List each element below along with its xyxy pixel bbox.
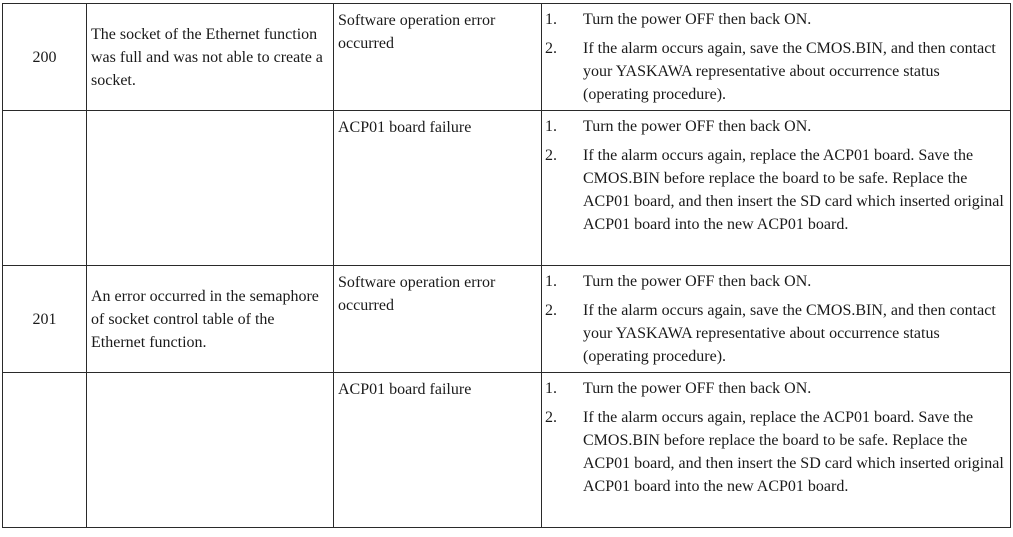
step-number: 2.	[545, 302, 557, 319]
alarm-code: 200	[3, 4, 87, 111]
alarm-meaning	[87, 111, 334, 266]
step-number: 1.	[545, 380, 557, 397]
step-number: 1.	[545, 118, 557, 135]
step-number: 1.	[545, 273, 557, 290]
remedy-steps	[545, 270, 1006, 368]
step-number: 2.	[545, 409, 557, 426]
alarm-cause: Software operation error occurred	[334, 4, 542, 111]
alarm-code	[3, 111, 87, 266]
alarm-table	[2, 3, 1011, 528]
alarm-meaning: The socket of the Ethernet function was full and was not able to create a socket.	[87, 4, 334, 111]
step-number: 2.	[545, 40, 557, 57]
remedy-step	[545, 37, 1006, 106]
step-text: Turn the power OFF then back ON.	[583, 273, 812, 290]
table-row	[3, 4, 1011, 111]
step-number: 2.	[545, 147, 557, 164]
step-text: If the alarm occurs again, save the CMOS.BIN, and then contact your YASKAWA representative about occurrence status (operating procedure).	[583, 302, 996, 365]
table-row	[3, 111, 1011, 266]
alarm-meaning	[87, 373, 334, 528]
alarm-code: 201	[3, 266, 87, 373]
alarm-cause: Software operation error occurred	[334, 266, 542, 373]
alarm-remedy	[542, 4, 1011, 111]
remedy-step	[545, 8, 1006, 31]
step-text: Turn the power OFF then back ON.	[583, 11, 812, 28]
alarm-meaning: An error occurred in the semaphore of socket control table of the Ethernet function.	[87, 266, 334, 373]
table-row	[3, 373, 1011, 528]
step-text: If the alarm occurs again, replace the ACP01 board. Save the CMOS.BIN before replace the board to be safe. Replace the ACP01 board, and then insert the SD card which inserted original ACP01 board into the new ACP01 board.	[583, 409, 1004, 495]
alarm-cause: ACP01 board failure	[334, 373, 542, 528]
alarm-remedy	[542, 266, 1011, 373]
step-text: Turn the power OFF then back ON.	[583, 380, 812, 397]
alarm-code	[3, 373, 87, 528]
remedy-step	[545, 270, 1006, 293]
step-text: If the alarm occurs again, save the CMOS.BIN, and then contact your YASKAWA representative about occurrence status (operating procedure).	[583, 40, 996, 103]
remedy-step	[545, 115, 1006, 138]
remedy-step	[545, 377, 1006, 400]
step-text: If the alarm occurs again, replace the ACP01 board. Save the CMOS.BIN before replace the board to be safe. Replace the ACP01 board, and then insert the SD card which inserted original ACP01 board into the new ACP01 board.	[583, 147, 1004, 233]
remedy-steps	[545, 8, 1006, 106]
step-number: 1.	[545, 11, 557, 28]
remedy-step	[545, 299, 1006, 368]
remedy-steps	[545, 115, 1006, 236]
alarm-remedy	[542, 111, 1011, 266]
remedy-step	[545, 144, 1006, 236]
alarm-remedy	[542, 373, 1011, 528]
table-row	[3, 266, 1011, 373]
remedy-steps	[545, 377, 1006, 498]
remedy-step	[545, 406, 1006, 498]
step-text: Turn the power OFF then back ON.	[583, 118, 812, 135]
alarm-cause: ACP01 board failure	[334, 111, 542, 266]
